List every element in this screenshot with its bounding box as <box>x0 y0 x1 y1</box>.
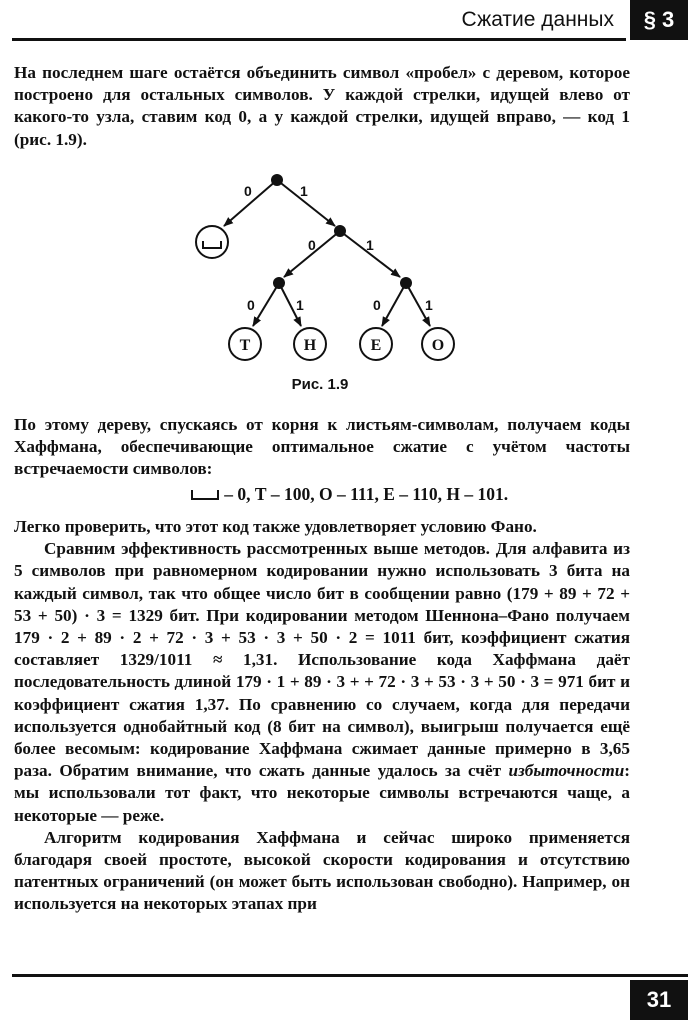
leaf-label: Т <box>239 337 251 354</box>
edge-label: 0 <box>244 183 252 199</box>
edge-label: 0 <box>247 297 255 313</box>
paragraph-1: На последнем шаге остаётся объединить символ «пробел» с деревом, которое построено для остальных символов. У каждой стрелки, идущей влево от какого-то узла, ставим код 0, а у каждой стрелки, идущей вправо, — код 1 (рис. 1.9). <box>14 63 630 149</box>
edge-label: 0 <box>308 237 316 253</box>
emphasis-word: избыточности <box>508 761 625 781</box>
header-title: Сжатие данных <box>461 8 614 31</box>
paragraph-1-block <box>14 62 630 151</box>
edge-label: 1 <box>425 297 433 313</box>
edge-r-left <box>382 283 406 326</box>
huffman-codes-formula <box>0 484 698 505</box>
huffman-tree-figure <box>150 160 510 400</box>
footer-rule <box>12 974 688 977</box>
edge-label: 1 <box>300 183 308 199</box>
leaf-space <box>196 226 228 258</box>
space-symbol-icon <box>203 241 221 248</box>
tree-node-mid <box>334 225 346 237</box>
figure-caption: Рис. 1.9 <box>291 376 349 393</box>
body-text <box>14 516 630 916</box>
paragraph-5: Алгоритм кодирования Хаффмана и сейчас широко применяется благодаря своей простоте, высокой скорости кодирования и отсутствию патентных ограничений (он может быть использован свободно). Например, он используется на некоторых этапах при <box>14 827 630 914</box>
tree-node-left <box>273 277 285 289</box>
tree-node-right <box>400 277 412 289</box>
tree-node-root <box>271 174 283 186</box>
paragraph-2-block <box>14 414 630 481</box>
edge-l-left <box>253 283 279 326</box>
header-rule <box>12 38 626 41</box>
space-symbol-icon <box>190 488 220 502</box>
edge-label: 1 <box>296 297 304 313</box>
paragraph-4: Сравним эффективность рассмотренных выше методов. Для алфавита из 5 символов при равномерном кодировании нужно использовать 3 бита на каждый символ, так что общее число бит в сообщении равно (179 + 89 + 72 + 53 + 50) · 3 = 1329 бит. При кодировании методом Шеннона–Фано получаем 179 · 2 + 89 · 2 + 72 · 3 + 53 · 3 + 50 · 2 = 1011 бит, коэффициент сжатия составляет 1329/1011 ≈ 1,31. Использование кода Хаффмана даёт последовательность длиной 179 · 1 + 89 · 3 + + 72 · 3 + 53 · 3 + 50 · 3 = 971 бит и коэффициент сжатия 1,37. По сравнению со случаем, когда для передачи используется однобайтный код (8 бит на символ), выигрыш получается ещё более весомым: кодирование Хаффмана сжимает данные примерно в 3,65 раза. Обратим внимание, что сжать данные удалось за счёт избыточности: мы использовали тот факт, что некоторые символы встречаются чаще, а некоторые — реже. <box>14 539 630 825</box>
paragraph-2: По этому дереву, спускаясь от корня к листьям-символам, получаем коды Хаффмана, обеспечивающие оптимальное сжатие с учётом частоты встречаемости символов: <box>14 415 630 479</box>
formula-text: – 0, Т – 100, О – 111, Е – 110, Н – 101. <box>224 484 509 504</box>
edge-label: 1 <box>366 237 374 253</box>
edge-label: 0 <box>373 297 381 313</box>
leaf-label: Е <box>370 337 382 354</box>
leaf-label: Н <box>303 337 317 354</box>
leaf-label: О <box>431 337 445 354</box>
paragraph-3: Легко проверить, что этот код также удовлетворяет условию Фано. <box>14 517 537 536</box>
section-badge: § 3 <box>630 0 688 40</box>
page-number: 31 <box>630 980 688 1020</box>
